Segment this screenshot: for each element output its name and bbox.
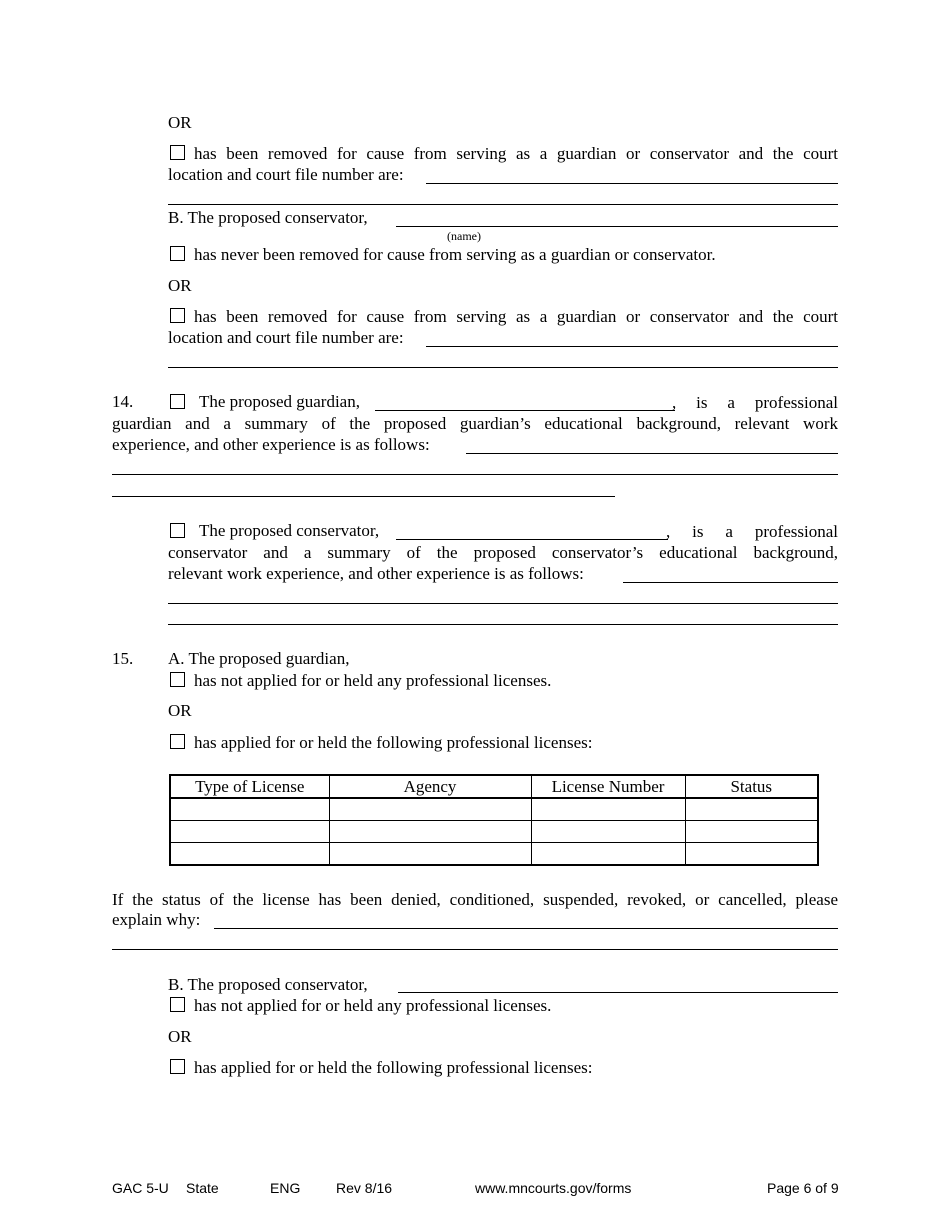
conservator-name-field[interactable] bbox=[396, 226, 838, 227]
table-cell[interactable] bbox=[685, 843, 818, 866]
table-cell[interactable] bbox=[170, 821, 329, 843]
name-caption: (name) bbox=[447, 229, 481, 243]
location-label: location and court file number are: bbox=[168, 165, 404, 184]
conservator-has-license-checkbox[interactable] bbox=[170, 1059, 185, 1074]
conservator-summary-text-end: relevant work experience, and other experience is as follows: bbox=[168, 564, 584, 583]
table-cell[interactable] bbox=[329, 798, 531, 821]
location-field-line2[interactable] bbox=[168, 204, 838, 205]
guardian-removed-text: has been removed for cause from serving as a guardian or conservator and the court bbox=[194, 144, 838, 163]
never-removed-checkbox[interactable] bbox=[170, 246, 185, 261]
table-cell[interactable] bbox=[329, 821, 531, 843]
guardian-experience-field-line3[interactable] bbox=[112, 496, 615, 497]
guardian-name-field[interactable] bbox=[375, 410, 675, 411]
footer-revision: Rev 8/16 bbox=[336, 1180, 393, 1196]
status-explain-field-line2[interactable] bbox=[112, 949, 838, 950]
conservator-no-license-checkbox[interactable] bbox=[170, 997, 185, 1012]
status-explain-text-end: explain why: bbox=[112, 910, 201, 929]
footer-jurisdiction: State bbox=[186, 1180, 219, 1196]
table-cell[interactable] bbox=[170, 798, 329, 821]
table-cell[interactable] bbox=[531, 821, 685, 843]
or-label: OR bbox=[168, 113, 192, 132]
conservator-name-field[interactable] bbox=[398, 992, 838, 993]
conservator-name-field[interactable] bbox=[396, 539, 668, 540]
guardian-summary-text: guardian and a summary of the proposed guardian’s educational background, relevant work bbox=[112, 414, 838, 433]
professional-conservator-checkbox[interactable] bbox=[170, 523, 185, 538]
footer-form-id: GAC 5-U bbox=[112, 1180, 169, 1196]
table-row bbox=[170, 843, 818, 866]
conservator-b-label: B. The proposed conservator, bbox=[168, 975, 368, 994]
location-field-line2[interactable] bbox=[168, 367, 838, 368]
table-cell[interactable] bbox=[685, 798, 818, 821]
table-row bbox=[170, 798, 818, 821]
guardian-experience-field-line2[interactable] bbox=[112, 474, 838, 475]
or-label: OR bbox=[168, 276, 192, 295]
guardian-experience-field[interactable] bbox=[466, 453, 838, 454]
guardian-a-label: A. The proposed guardian, bbox=[168, 649, 350, 668]
guardian-summary-text-end: experience, and other experience is as follows: bbox=[112, 435, 430, 454]
table-cell[interactable] bbox=[685, 821, 818, 843]
table-cell[interactable] bbox=[329, 843, 531, 866]
guardian-intro: The proposed guardian, bbox=[199, 392, 360, 411]
location-field[interactable] bbox=[426, 346, 838, 347]
guardian-tail: , is a professional bbox=[672, 393, 838, 412]
column-header-status: Status bbox=[685, 775, 818, 798]
column-header-agency: Agency bbox=[329, 775, 531, 798]
conservator-intro: The proposed conservator, bbox=[199, 521, 380, 540]
table-cell[interactable] bbox=[531, 798, 685, 821]
conservator-has-license-text: has applied for or held the following professional licenses: bbox=[194, 1058, 593, 1077]
location-field[interactable] bbox=[426, 183, 838, 184]
or-label: OR bbox=[168, 1027, 192, 1046]
guardian-no-license-text: has not applied for or held any professional licenses. bbox=[194, 671, 552, 690]
guardian-removed-checkbox[interactable] bbox=[170, 145, 185, 160]
table-header-row bbox=[170, 775, 818, 798]
footer-language: ENG bbox=[270, 1180, 301, 1196]
table-cell[interactable] bbox=[531, 843, 685, 866]
footer-url[interactable]: www.mncourts.gov/forms bbox=[475, 1180, 632, 1196]
status-explain-text: If the status of the license has been denied, conditioned, suspended, revoked, or cancelled, please bbox=[112, 890, 838, 909]
column-header-type: Type of License bbox=[170, 775, 329, 798]
section-number: 15. bbox=[112, 649, 134, 668]
conservator-experience-field[interactable] bbox=[623, 582, 838, 583]
conservator-tail: , is a professional bbox=[666, 522, 838, 541]
section-number: 14. bbox=[112, 392, 134, 411]
footer-page-number: Page 6 of 9 bbox=[767, 1180, 839, 1196]
conservator-removed-checkbox[interactable] bbox=[170, 308, 185, 323]
guardian-no-license-checkbox[interactable] bbox=[170, 672, 185, 687]
guardian-has-license-checkbox[interactable] bbox=[170, 734, 185, 749]
license-table bbox=[169, 774, 819, 866]
column-header-license-number: License Number bbox=[531, 775, 685, 798]
conservator-experience-field-line2[interactable] bbox=[168, 603, 838, 604]
conservator-no-license-text: has not applied for or held any professional licenses. bbox=[194, 996, 552, 1015]
status-explain-field[interactable] bbox=[214, 928, 838, 929]
conservator-summary-text: conservator and a summary of the proposed conservator’s educational background, bbox=[168, 543, 838, 562]
conservator-experience-field-line3[interactable] bbox=[168, 624, 838, 625]
table-cell[interactable] bbox=[170, 843, 329, 866]
conservator-b-label: B. The proposed conservator, bbox=[168, 208, 368, 227]
guardian-has-license-text: has applied for or held the following professional licenses: bbox=[194, 733, 593, 752]
never-removed-text: has never been removed for cause from serving as a guardian or conservator. bbox=[194, 245, 716, 264]
professional-guardian-checkbox[interactable] bbox=[170, 394, 185, 409]
table-row bbox=[170, 821, 818, 843]
or-label: OR bbox=[168, 701, 192, 720]
conservator-removed-text: has been removed for cause from serving as a guardian or conservator and the court bbox=[194, 307, 838, 326]
location-label: location and court file number are: bbox=[168, 328, 404, 347]
